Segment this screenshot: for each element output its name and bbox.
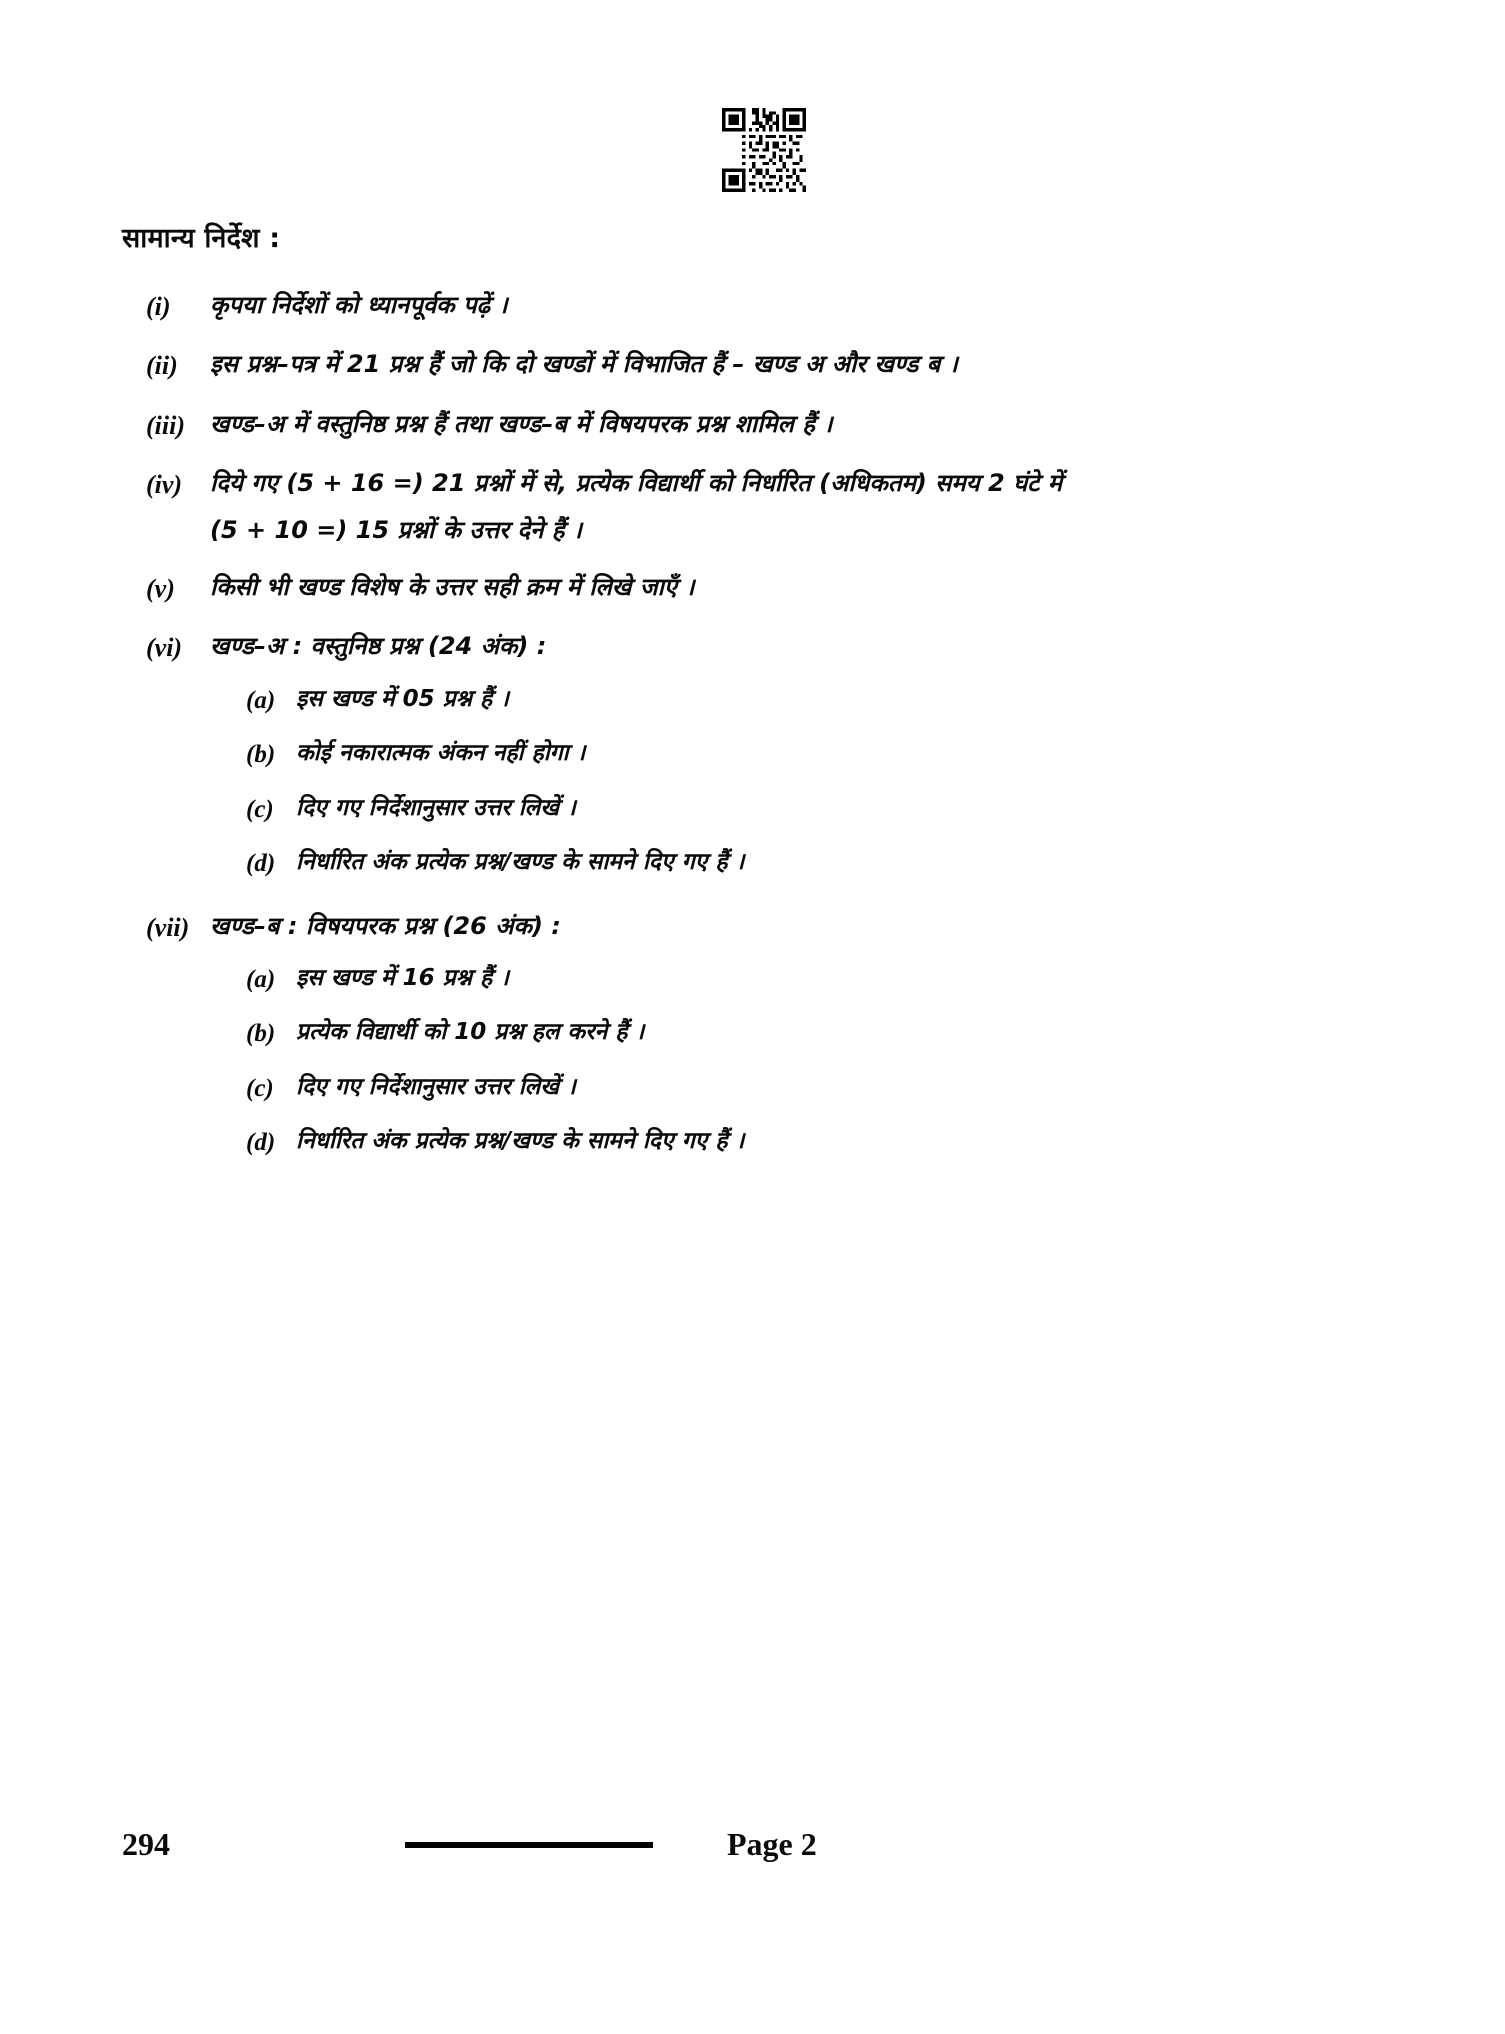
sub-instruction-marker: (a) — [246, 965, 276, 993]
sub-instruction-marker: (c) — [246, 1074, 274, 1102]
instruction-text: इस प्रश्न–पत्र में 21 प्रश्न हैं जो कि दो खण्डों में विभाजित हैं – खण्ड अ और खण्ड ब । — [210, 350, 958, 379]
sub-instruction-item — [210, 1018, 1425, 1051]
instruction-item-vii — [122, 911, 1425, 1160]
sub-instruction-marker: (b) — [246, 1020, 276, 1048]
sub-instruction-marker: (a) — [246, 686, 276, 714]
instruction-text-line1: दिये गए (5 + 16 =) 21 प्रश्नों में से, प्रत्येक विद्यार्थी को निर्धारित (अधिकतम) समय 2 घंटे में — [210, 468, 1063, 497]
sub-instruction-item — [210, 794, 1425, 827]
sub-instruction-text: प्रत्येक विद्यार्थी को 10 प्रश्न हल करने हैं । — [296, 1019, 645, 1046]
sub-instruction-item — [210, 739, 1425, 772]
sub-instruction-text: निर्धारित अंक प्रत्येक प्रश्न/खण्ड के सामने दिए गए हैं । — [296, 1128, 745, 1155]
page-number-label: Page 2 — [727, 1826, 817, 1862]
instruction-marker: (vi) — [146, 633, 183, 663]
instruction-item-iii — [122, 409, 1425, 442]
sub-instruction-item — [210, 1073, 1425, 1106]
instruction-text: खण्ड–ब : विषयपरक प्रश्न (26 अंक) : — [210, 911, 561, 940]
instruction-item-iv — [122, 468, 1425, 546]
sub-instructions-list-vii — [210, 964, 1425, 1160]
sub-instruction-item — [210, 848, 1425, 881]
instruction-text: खण्ड–अ : वस्तुनिष्ठ प्रश्न (24 अंक) : — [210, 632, 547, 661]
instructions-list — [122, 290, 1425, 1190]
sub-instruction-text: कोई नकारात्मक अंकन नहीं होगा । — [296, 740, 586, 767]
instruction-item-vi — [122, 631, 1425, 880]
general-instructions-heading: सामान्य निर्देश : — [122, 223, 281, 254]
instruction-text-line2: (5 + 10 =) 15 प्रश्नों के उत्तर देने हैं । — [210, 515, 582, 544]
instruction-item-ii — [122, 349, 1425, 382]
instruction-text-block — [210, 631, 1425, 880]
qr-code-icon — [722, 108, 806, 192]
instruction-item-i — [122, 290, 1425, 323]
instruction-marker: (vii) — [146, 912, 190, 942]
sub-instruction-text: इस खण्ड में 16 प्रश्न हैं । — [296, 964, 509, 991]
sub-instruction-text: दिए गए निर्देशानुसार उत्तर लिखें । — [296, 794, 576, 821]
sub-instruction-item — [210, 685, 1425, 718]
page-footer — [122, 1826, 1383, 1863]
sub-instruction-item — [210, 1127, 1425, 1160]
sub-instruction-text: इस खण्ड में 05 प्रश्न हैं । — [296, 685, 509, 712]
instruction-marker: (v) — [146, 574, 175, 604]
instruction-text: खण्ड–अ में वस्तुनिष्ठ प्रश्न हैं तथा खण्ड–ब में विषयपरक प्रश्न शामिल हैं । — [210, 409, 833, 438]
instruction-text — [210, 468, 1425, 546]
sub-instruction-marker: (b) — [246, 741, 276, 769]
instruction-marker: (iii) — [146, 410, 185, 440]
sub-instruction-item — [210, 964, 1425, 997]
sub-instruction-text: दिए गए निर्देशानुसार उत्तर लिखें । — [296, 1073, 576, 1100]
instruction-marker: (iv) — [146, 469, 183, 499]
instruction-text: कृपया निर्देशों को ध्यानपूर्वक पढ़ें । — [210, 291, 508, 319]
instruction-item-v — [122, 572, 1425, 605]
instruction-text-block — [210, 911, 1425, 1160]
paper-code: 294 — [122, 1826, 170, 1862]
sub-instructions-list-vi — [210, 685, 1425, 881]
sub-instruction-text: निर्धारित अंक प्रत्येक प्रश्न/खण्ड के सामने दिए गए हैं । — [296, 849, 745, 876]
footer-divider — [405, 1842, 653, 1848]
sub-instruction-marker: (d) — [246, 1129, 276, 1157]
instruction-marker: (ii) — [146, 351, 178, 381]
sub-instruction-marker: (c) — [246, 795, 274, 823]
sub-instruction-marker: (d) — [246, 850, 276, 878]
instruction-text: किसी भी खण्ड विशेष के उत्तर सही क्रम में लिखे जाएँ । — [210, 573, 695, 602]
instruction-marker: (i) — [146, 292, 171, 321]
